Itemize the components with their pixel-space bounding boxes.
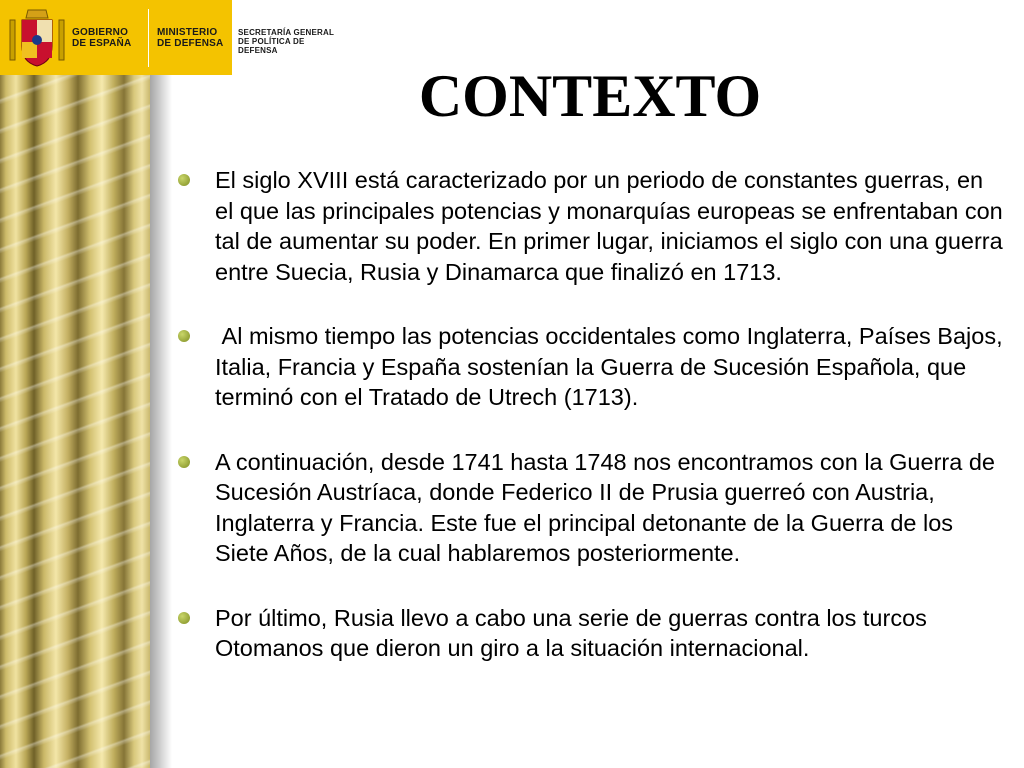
- bullet-item: [176, 603, 1006, 664]
- gobierno-label: GOBIERNO DE ESPAÑA: [72, 26, 132, 49]
- bullet-text: El siglo XVIII está caracterizado por un periodo de constantes guerras, en el que las principales potencias y monarquías europeas se enfrentaban con tal de aumentar su poder. En primer lugar, iniciamos el siglo con una guerra entre Suecia, Rusia y Dinamarca que finalizó en 1713.: [215, 167, 1003, 285]
- coat-of-arms-icon: [8, 6, 66, 70]
- bullet-dot-icon: [178, 612, 190, 624]
- bullet-dot-icon: [178, 330, 190, 342]
- bullet-text: Al mismo tiempo las potencias occidentales como Inglaterra, Países Bajos, Italia, Francia y España sostenían la Guerra de Sucesión Española, que terminó con el Tratado de Utrech (1713).: [215, 323, 1010, 410]
- secretaria-block: [232, 0, 350, 75]
- ministerio-label: MINISTERIO DE DEFENSA: [157, 26, 224, 49]
- column-shadow: [150, 75, 172, 768]
- slide-title: CONTEXTO: [418, 63, 762, 129]
- logo-divider: [148, 9, 149, 67]
- bullet-item: [176, 165, 1006, 287]
- decorative-gold-column: [0, 75, 150, 768]
- bullet-dot-icon: [178, 456, 190, 468]
- government-logo-band: [0, 0, 232, 75]
- bullet-text: Por último, Rusia llevo a cabo una serie de guerras contra los turcos Otomanos que dieron un giro a la situación internacional.: [215, 604, 927, 661]
- bullet-item: [176, 447, 1006, 569]
- secretaria-label: SECRETARÍA GENERAL DE POLÍTICA DE DEFENSA: [238, 28, 334, 55]
- bullet-list: [176, 165, 1010, 698]
- bullet-dot-icon: [178, 174, 190, 186]
- bullet-text: A continuación, desde 1741 hasta 1748 nos encontramos con la Guerra de Sucesión Austríaca, donde Federico II de Prusia guerreó con Austria, Inglaterra y Francia. Este fue el principal detonante de la Guerra de los Siete Años, de la cual hablaremos posteriormente.: [215, 448, 995, 566]
- bullet-item: [176, 321, 1010, 413]
